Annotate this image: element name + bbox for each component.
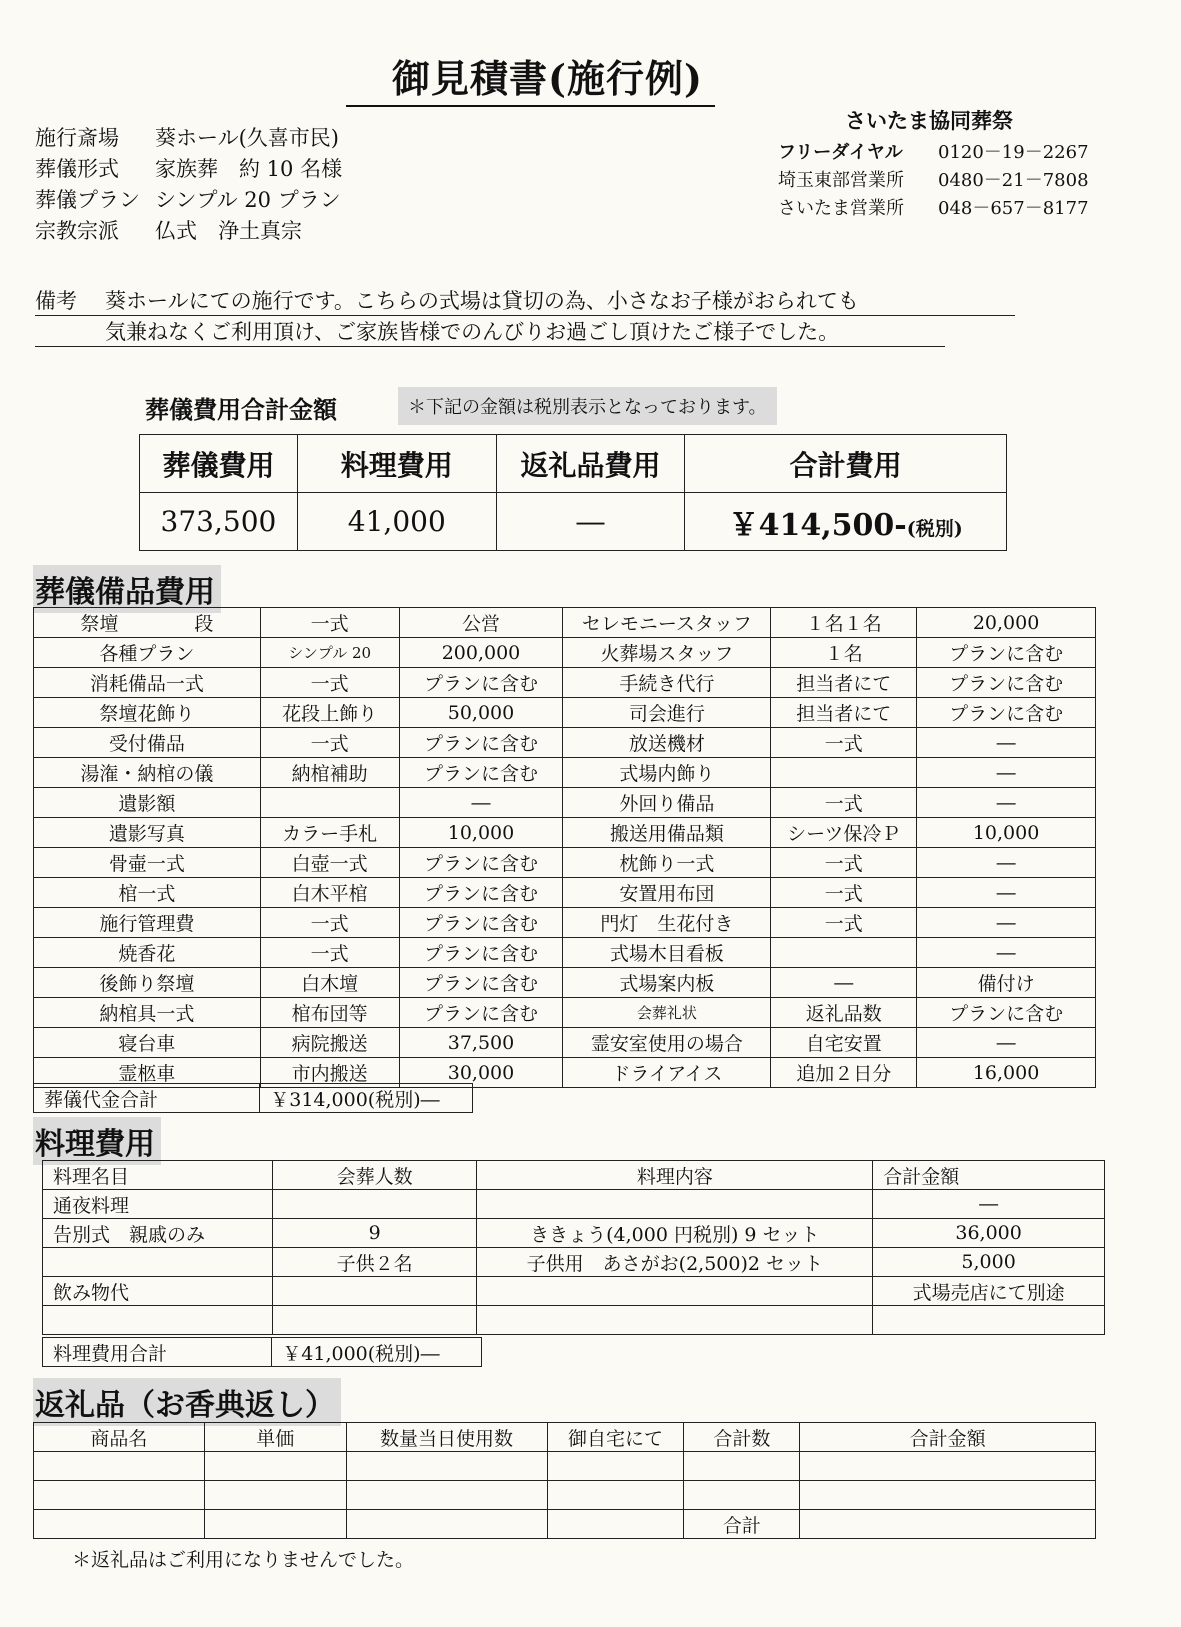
table-cell: 納棺補助 — [260, 758, 399, 788]
gifts-header: 合計金額 — [800, 1423, 1096, 1452]
info-label: 施行斎場 — [35, 126, 119, 150]
table-cell: 門灯 生花付き — [563, 908, 771, 938]
table-cell — [547, 1452, 684, 1481]
gifts-total-value — [800, 1510, 1096, 1539]
info-label: 葬儀形式 — [35, 157, 119, 181]
gifts-section-title: 返礼品（お香典返し） — [33, 1378, 341, 1426]
table-cell — [43, 1248, 273, 1277]
table-row — [34, 818, 1096, 848]
table-cell: 外回り備品 — [563, 788, 771, 818]
table-row — [43, 1306, 1105, 1335]
table-cell: 担当者にて — [771, 698, 917, 728]
table-cell: 花段上飾り — [260, 698, 399, 728]
summary-value: ― — [496, 493, 685, 551]
table-row — [34, 908, 1096, 938]
table-cell: 公営 — [399, 608, 563, 638]
gifts-header: 単価 — [204, 1423, 346, 1452]
table-cell: 一式 — [771, 728, 917, 758]
table-cell — [771, 938, 917, 968]
table-cell: 遺影額 — [34, 788, 261, 818]
document-title: 御見積書(施行例) — [380, 48, 715, 107]
table-row — [34, 848, 1096, 878]
table-row — [34, 1481, 1096, 1510]
table-cell: 各種プラン — [34, 638, 261, 668]
gifts-total-row — [34, 1510, 1096, 1539]
contact-east-office — [778, 166, 1089, 192]
table-cell: 施行管理費 — [34, 908, 261, 938]
table-cell: 式場内飾り — [563, 758, 771, 788]
company-name: さいたま協同葬祭 — [845, 108, 1013, 133]
table-cell: 一式 — [771, 878, 917, 908]
table-cell: ― — [917, 848, 1096, 878]
table-cell: 霊安室使用の場合 — [563, 1028, 771, 1058]
table-row — [34, 698, 1096, 728]
table-cell — [477, 1277, 873, 1306]
table-cell — [547, 1481, 684, 1510]
table-cell: シーツ保冷Ｐ — [771, 818, 917, 848]
table-cell: プランに含む — [917, 998, 1096, 1028]
table-cell — [771, 758, 917, 788]
summary-total — [685, 493, 1007, 551]
gifts-note: ＊返礼品はご利用になりませんでした。 — [72, 1549, 415, 1571]
table-cell: ― — [917, 1028, 1096, 1058]
info-value: 家族葬 約 10 名様 — [155, 157, 343, 181]
food-header-row — [43, 1161, 1105, 1190]
table-row — [34, 938, 1096, 968]
table-cell: プランに含む — [399, 758, 563, 788]
contact-label: さいたま営業所 — [778, 198, 904, 219]
table-cell: 安置用布団 — [563, 878, 771, 908]
equipment-total-label: 葬儀代金合計 — [34, 1084, 260, 1113]
table-cell — [547, 1510, 684, 1539]
summary-value: 373,500 — [140, 493, 298, 551]
table-cell — [346, 1481, 547, 1510]
table-cell: 10,000 — [917, 818, 1096, 848]
table-row — [43, 1338, 482, 1367]
gifts-header-row — [34, 1423, 1096, 1452]
gifts-total-label: 合計 — [684, 1510, 800, 1539]
info-value: シンプル 20 プラン — [155, 188, 341, 212]
table-cell: シンプル 20 — [260, 638, 399, 668]
table-cell: カラー手札 — [260, 818, 399, 848]
table-cell: 子供２名 — [272, 1248, 477, 1277]
table-cell: 子供用 あさがお(2,500)2 セット — [477, 1248, 873, 1277]
table-cell: 遺影写真 — [34, 818, 261, 848]
table-cell: 追加２日分 — [771, 1058, 917, 1088]
gifts-table — [33, 1422, 1096, 1539]
table-cell: 骨壷一式 — [34, 848, 261, 878]
table-cell: 白木壇 — [260, 968, 399, 998]
table-cell: 受付備品 — [34, 728, 261, 758]
info-religion — [35, 215, 302, 245]
table-cell: 50,000 — [399, 698, 563, 728]
table-cell: ― — [917, 728, 1096, 758]
table-cell — [34, 1510, 205, 1539]
summary-total-suffix: (税別) — [906, 517, 963, 540]
table-cell: 祭壇 段 — [34, 608, 261, 638]
table-cell: 一式 — [771, 908, 917, 938]
table-row — [34, 968, 1096, 998]
table-cell: 市内搬送 — [260, 1058, 399, 1088]
table-row — [34, 998, 1096, 1028]
table-cell — [684, 1452, 800, 1481]
contact-label: フリーダイヤル — [778, 142, 903, 163]
table-cell: 16,000 — [917, 1058, 1096, 1088]
table-cell: １名 — [771, 638, 917, 668]
table-cell: 搬送用備品類 — [563, 818, 771, 848]
table-cell: プランに含む — [399, 908, 563, 938]
table-cell: プランに含む — [399, 968, 563, 998]
table-cell — [260, 788, 399, 818]
table-cell: 枕飾り一式 — [563, 848, 771, 878]
equipment-section-title: 葬儀備品費用 — [33, 565, 221, 613]
summary-total-value: ￥414,500- — [728, 507, 907, 543]
info-format — [35, 153, 342, 183]
table-cell — [34, 1452, 205, 1481]
summary-header-row — [140, 435, 1007, 493]
table-cell: 200,000 — [399, 638, 563, 668]
table-cell: 霊柩車 — [34, 1058, 261, 1088]
table-cell: 後飾り祭壇 — [34, 968, 261, 998]
food-total-value: ￥41,000(税別)― — [272, 1338, 482, 1367]
table-cell: 棺一式 — [34, 878, 261, 908]
food-total-label: 料理費用合計 — [43, 1338, 272, 1367]
table-cell: 白木平棺 — [260, 878, 399, 908]
table-cell: ― — [917, 908, 1096, 938]
summary-heading: 葬儀費用合計金額 — [145, 395, 337, 424]
table-cell: プランに含む — [399, 938, 563, 968]
contact-saitama-office — [778, 194, 1089, 220]
summary-header: 料理費用 — [297, 435, 496, 493]
info-label: 宗教宗派 — [35, 219, 119, 243]
table-cell — [204, 1510, 346, 1539]
table-cell: 告別式 親戚のみ — [43, 1219, 273, 1248]
table-cell: プランに含む — [399, 998, 563, 1028]
table-cell: 36,000 — [873, 1219, 1105, 1248]
table-row — [43, 1219, 1105, 1248]
info-venue — [35, 122, 339, 152]
table-row — [34, 1084, 473, 1113]
table-cell: プランに含む — [399, 878, 563, 908]
summary-header: 返礼品費用 — [496, 435, 685, 493]
remarks-line-2 — [35, 316, 945, 347]
equipment-total-value: ￥314,000(税別)― — [260, 1084, 473, 1113]
food-header: 会葬人数 — [272, 1161, 477, 1190]
gifts-header: 合計数 — [684, 1423, 800, 1452]
table-cell — [272, 1277, 477, 1306]
table-row — [34, 638, 1096, 668]
table-cell: プランに含む — [917, 668, 1096, 698]
table-row — [34, 668, 1096, 698]
table-cell — [272, 1306, 477, 1335]
table-cell: 白壺一式 — [260, 848, 399, 878]
table-cell: 火葬場スタッフ — [563, 638, 771, 668]
table-cell: 棺布団等 — [260, 998, 399, 1028]
table-row — [43, 1277, 1105, 1306]
table-cell: ― — [917, 788, 1096, 818]
summary-header: 合計費用 — [685, 435, 1007, 493]
table-cell: 寝台車 — [34, 1028, 261, 1058]
table-cell: プランに含む — [917, 698, 1096, 728]
contact-number: 048－657－8177 — [938, 198, 1089, 219]
table-cell: 放送機材 — [563, 728, 771, 758]
table-cell: ― — [917, 938, 1096, 968]
table-cell: 通夜料理 — [43, 1190, 273, 1219]
table-cell — [477, 1190, 873, 1219]
table-cell: プランに含む — [399, 848, 563, 878]
info-label: 葬儀プラン — [35, 188, 140, 212]
table-cell: ― — [873, 1190, 1105, 1219]
tax-note: ＊下記の金額は税別表示となっております。 — [398, 387, 777, 425]
table-cell: 焼香花 — [34, 938, 261, 968]
table-cell: 式場木目看板 — [563, 938, 771, 968]
table-cell: 担当者にて — [771, 668, 917, 698]
table-cell: 司会進行 — [563, 698, 771, 728]
table-row — [34, 878, 1096, 908]
table-row — [34, 608, 1096, 638]
table-cell — [800, 1452, 1096, 1481]
table-cell: 20,000 — [917, 608, 1096, 638]
table-row — [34, 1452, 1096, 1481]
equipment-table — [33, 607, 1096, 1088]
table-row — [34, 758, 1096, 788]
table-cell: ― — [399, 788, 563, 818]
summary-value-row — [140, 493, 1007, 551]
table-cell: ― — [917, 878, 1096, 908]
table-row — [34, 1028, 1096, 1058]
food-header: 料理内容 — [477, 1161, 873, 1190]
table-cell: ― — [771, 968, 917, 998]
table-cell — [204, 1481, 346, 1510]
remarks-line-1 — [35, 285, 1015, 316]
contact-number: 0120－19－2267 — [938, 142, 1089, 163]
table-cell: ききょう(4,000 円税別) 9 セット — [477, 1219, 873, 1248]
table-cell: 納棺具一式 — [34, 998, 261, 1028]
gifts-header: 御自宅にて — [547, 1423, 684, 1452]
table-cell: 備付け — [917, 968, 1096, 998]
table-cell — [272, 1190, 477, 1219]
table-cell: セレモニースタッフ — [563, 608, 771, 638]
table-cell — [684, 1481, 800, 1510]
table-cell: 祭壇花飾り — [34, 698, 261, 728]
remarks-text-1: 葵ホールにての施行です。こちらの式場は貸切の為、小さなお子様がおられても — [105, 289, 859, 313]
table-cell: プランに含む — [399, 668, 563, 698]
table-cell: 式場売店にて別途 — [873, 1277, 1105, 1306]
table-cell: 一式 — [260, 938, 399, 968]
summary-header: 葬儀費用 — [140, 435, 298, 493]
table-cell: 10,000 — [399, 818, 563, 848]
table-cell: 飲み物代 — [43, 1277, 273, 1306]
table-cell: 一式 — [260, 608, 399, 638]
table-cell — [873, 1306, 1105, 1335]
food-header: 合計金額 — [873, 1161, 1105, 1190]
table-cell — [477, 1306, 873, 1335]
table-cell: 消耗備品一式 — [34, 668, 261, 698]
table-cell: 一式 — [260, 728, 399, 758]
table-cell: 9 — [272, 1219, 477, 1248]
food-total-table — [42, 1337, 482, 1367]
table-cell: 式場案内板 — [563, 968, 771, 998]
table-cell: 返礼品数 — [771, 998, 917, 1028]
gifts-header: 数量当日使用数 — [346, 1423, 547, 1452]
table-row — [34, 788, 1096, 818]
info-plan — [35, 184, 341, 214]
table-cell: 手続き代行 — [563, 668, 771, 698]
remarks-text-2: 気兼ねなくご利用頂け、ご家族皆様でのんびりお過ごし頂けたご様子でした。 — [105, 320, 840, 344]
table-cell — [346, 1452, 547, 1481]
food-section-title: 料理費用 — [33, 1117, 161, 1165]
table-cell: 一式 — [771, 788, 917, 818]
table-cell: ― — [917, 758, 1096, 788]
table-cell: 自宅安置 — [771, 1028, 917, 1058]
table-cell: 37,500 — [399, 1028, 563, 1058]
table-cell — [346, 1510, 547, 1539]
remarks-label: 備考 — [35, 289, 77, 313]
summary-value: 41,000 — [297, 493, 496, 551]
contact-number: 0480－21－7808 — [938, 170, 1089, 191]
gifts-header: 商品名 — [34, 1423, 205, 1452]
table-row — [43, 1190, 1105, 1219]
table-cell: ドライアイス — [563, 1058, 771, 1088]
food-header: 料理名目 — [43, 1161, 273, 1190]
table-cell: 病院搬送 — [260, 1028, 399, 1058]
table-cell: プランに含む — [917, 638, 1096, 668]
table-cell: 5,000 — [873, 1248, 1105, 1277]
table-cell: 一式 — [771, 848, 917, 878]
info-value: 葵ホール(久喜市民) — [155, 126, 339, 150]
table-row — [43, 1248, 1105, 1277]
summary-table — [139, 434, 1007, 551]
food-table — [42, 1160, 1105, 1335]
table-cell — [800, 1481, 1096, 1510]
table-cell: 湯潅・納棺の儀 — [34, 758, 261, 788]
contact-label: 埼玉東部営業所 — [778, 170, 904, 191]
table-cell — [204, 1452, 346, 1481]
table-cell: 会葬礼状 — [563, 998, 771, 1028]
table-cell — [43, 1306, 273, 1335]
table-cell: プランに含む — [399, 728, 563, 758]
table-row — [34, 728, 1096, 758]
table-cell: １名１名 — [771, 608, 917, 638]
table-cell: 一式 — [260, 908, 399, 938]
equipment-total-table — [33, 1083, 473, 1113]
info-value: 仏式 浄土真宗 — [155, 219, 302, 243]
table-cell: 30,000 — [399, 1058, 563, 1088]
table-cell — [34, 1481, 205, 1510]
contact-freedial — [778, 138, 1089, 164]
table-cell: 一式 — [260, 668, 399, 698]
